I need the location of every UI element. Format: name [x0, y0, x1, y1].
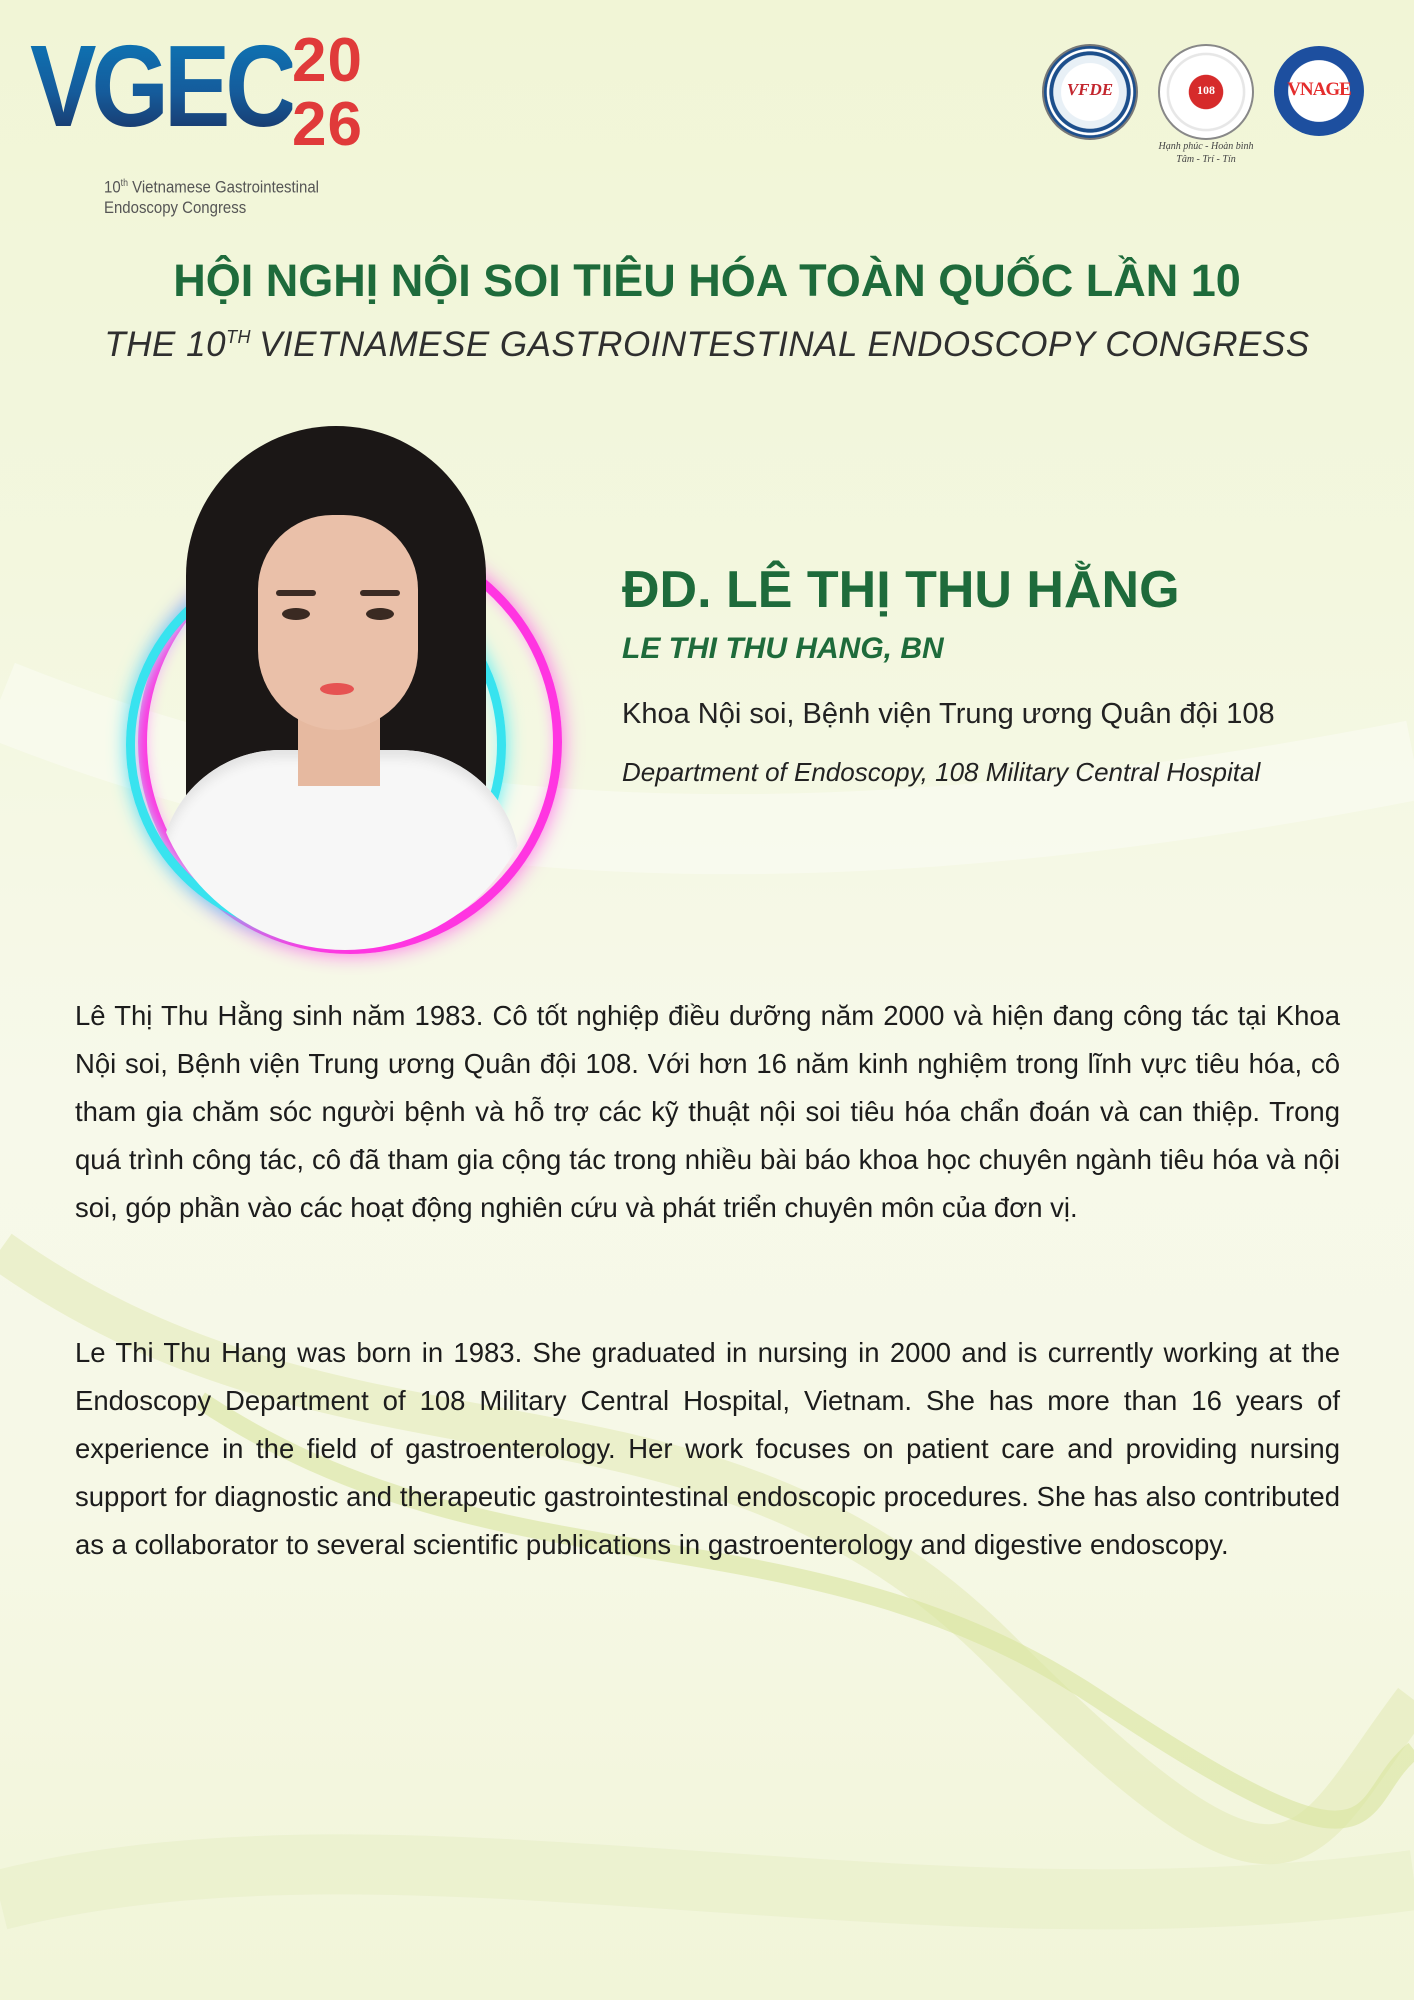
congress-title-en-prefix: THE 10 — [104, 325, 227, 364]
vgec-2026-logo — [30, 21, 410, 218]
vnage-logo-label: VNAGE — [1287, 79, 1351, 100]
photo-left-brow — [276, 590, 316, 596]
speaker-department-vn: Khoa Nội soi, Bệnh viện Trung ương Quân đội 108 — [622, 698, 1275, 730]
vfde-logo — [1042, 44, 1138, 140]
hospital-logo-label: 108 — [1197, 83, 1215, 97]
speaker-department-en: Department of Endoscopy, 108 Military Central Hospital — [622, 757, 1261, 787]
speaker-info — [622, 560, 1362, 788]
hospital-motto — [1146, 140, 1266, 166]
vnage-logo — [1274, 46, 1364, 136]
speaker-photo — [150, 420, 540, 950]
logo-year-bottom: 26 — [292, 90, 363, 159]
logo-subtitle-line2: Endoscopy Congress — [104, 197, 247, 217]
vfde-logo-label: VFDE — [1066, 80, 1114, 99]
biography-en: Le Thi Thu Hang was born in 1983. She graduated in nursing in 2000 and is currently working at the Endoscopy Department of 108 Military Central Hospital, Vietnam. She has more than 16 years of experience in the field of gastroenterology. Her work focuses on patient care and providing nursing support for diagnostic and therapeutic gastrointestinal endoscopic procedures. She has also contributed as a collaborator to several scientific publications in gastroenterology and digestive endoscopy. — [75, 1337, 1340, 1560]
speaker-name-en: LE THI THU HANG, BN — [622, 632, 944, 665]
congress-title-en — [0, 325, 1414, 365]
photo-right-eye — [366, 608, 394, 620]
photo-lips — [320, 683, 354, 695]
hospital-108-logo — [1158, 44, 1254, 140]
speaker-name-vn: ĐD. LÊ THỊ THU HẰNG — [622, 561, 1180, 619]
speaker-portrait — [120, 420, 580, 960]
logo-subtitle-sup: th — [120, 178, 128, 189]
photo-left-eye — [282, 608, 310, 620]
hospital-motto-line2: Tâm - Trí - Tín — [1176, 154, 1236, 165]
photo-right-brow — [360, 590, 400, 596]
congress-title-en-sup: TH — [226, 327, 252, 348]
congress-title-vn: HỘI NGHỊ NỘI SOI TIÊU HÓA TOÀN QUỐC LẦN 10 — [173, 255, 1241, 306]
hospital-motto-line1: Hạnh phúc - Hoàn bình — [1158, 141, 1254, 152]
congress-title-en-rest: VIETNAMESE GASTROINTESTINAL ENDOSCOPY CONGRESS — [259, 325, 1310, 364]
logo-wordmark: VGEC — [30, 21, 293, 151]
logo-subtitle-line1: Vietnamese Gastrointestinal — [127, 177, 319, 197]
biography-vn: Lê Thị Thu Hằng sinh năm 1983. Cô tốt nghiệp điều dưỡng năm 2000 và hiện đang công tác tại Khoa Nội soi, Bệnh viện Trung ương Quân đội 108. Với hơn 16 năm kinh nghiệm trong lĩnh vực tiêu hóa, cô tham gia chăm sóc người bệnh và hỗ trợ các kỹ thuật nội soi tiêu hóa chẩn đoán và can thiệp. Trong quá trình công tác, cô đã tham gia cộng tác trong nhiều bài báo khoa học chuyên ngành tiêu hóa và nội soi, góp phần vào các hoạt động nghiên cứu và phát triển chuyên môn của đơn vị. — [75, 1000, 1340, 1223]
logo-year-top: 20 — [292, 26, 363, 95]
logo-subtitle — [104, 174, 319, 218]
logo-subtitle-number: 10 — [104, 177, 121, 197]
photo-face — [258, 515, 418, 730]
